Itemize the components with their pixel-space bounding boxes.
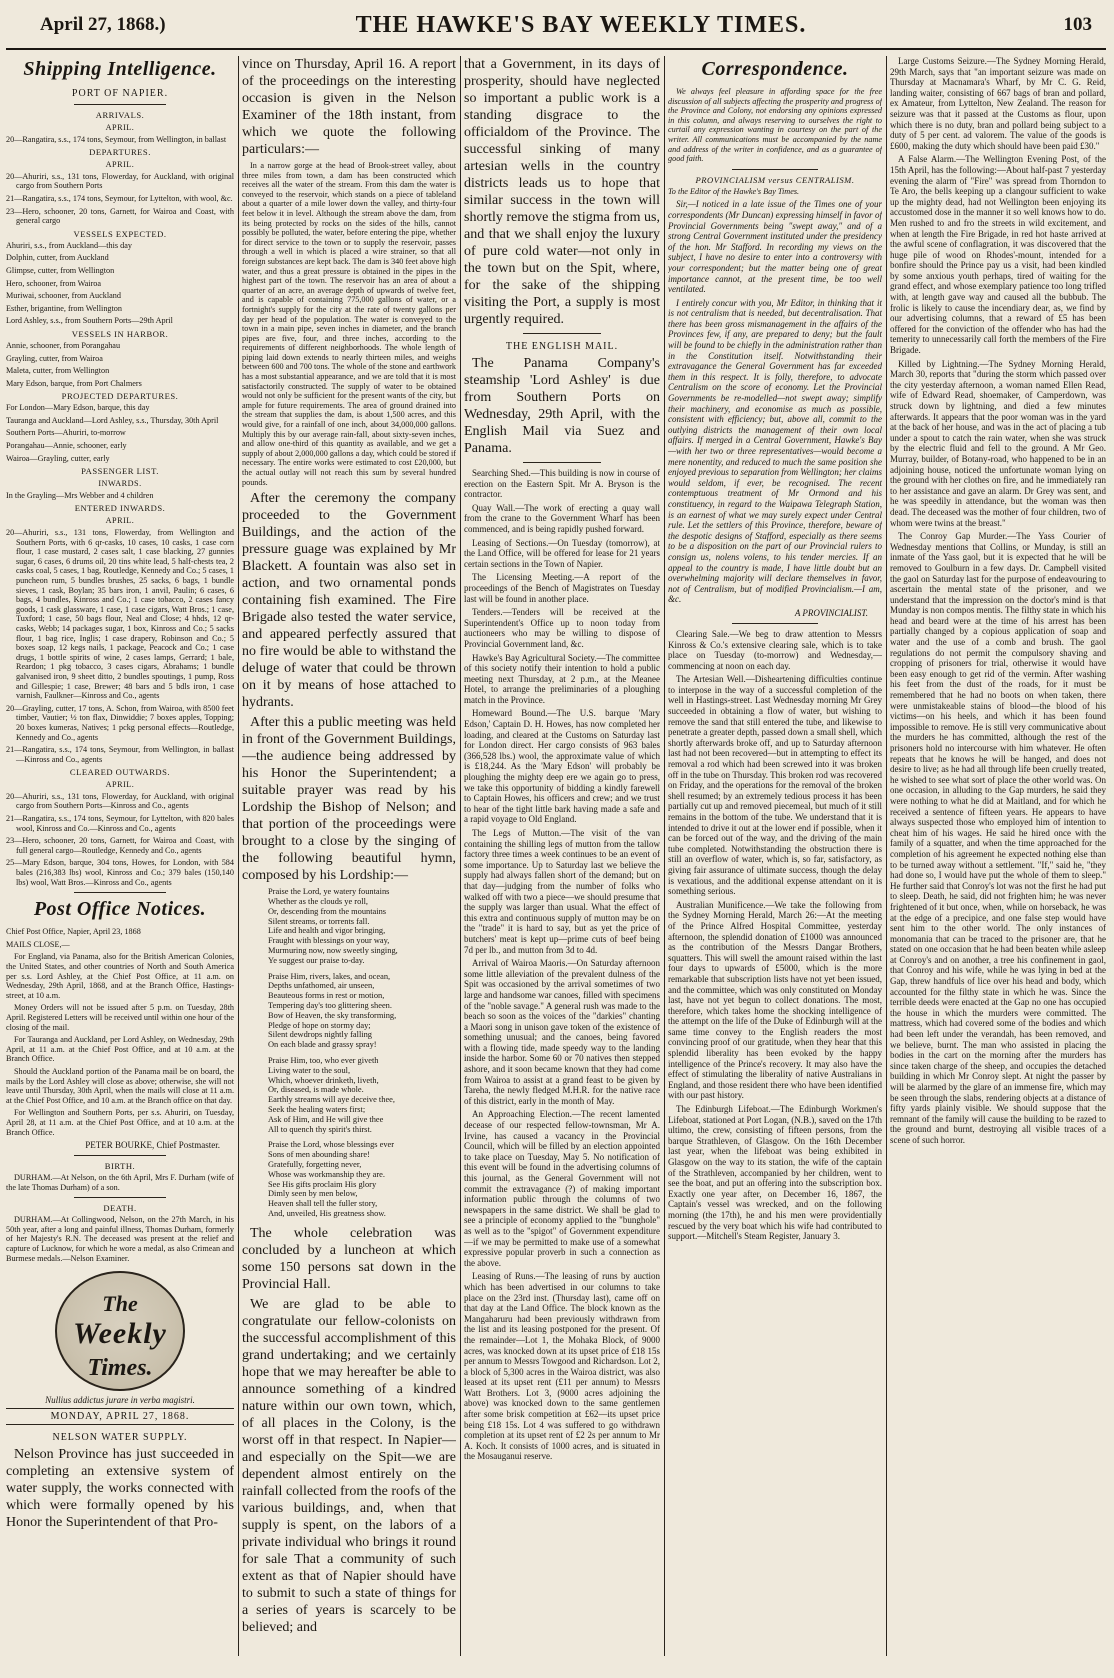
hymn-line: Praise the Lord, whose blessings ever: [268, 1140, 395, 1150]
letter-paragraph: Sir,—I noticed in a late issue of the Times one of your correspondents (Mr Duncan) expressing himself in favor of Provincial Governments being "swept away," and of a strong Central Government instituted under the presidency of the hon. Mr Stafford. In recording my views on the subject, I have no desire to enter into a controversy with your correspondent; but the matter being one of great importance cannot, at the present time, be too well ventilated.: [668, 199, 882, 295]
news-item: Killed by Lightning.—The Sydney Morning Herald, March 30, reports that "during the storm which passed over the city yesterday afternoon, a woman named Ellen Read, wife of Edward Read, shoemaker, of Camperdown, was struck down by lightning, and died a few minutes afterwards. It appears that the poor woman was in the yard at the back of her house, and was in the act of placing a tub under a spout to catch the rain water, when she was struck by the electric fluid and fell to the ground. A Mr Geo. Murray, builder, of Botany-road, who happened to be in an adjoining house, noticed the unfortunate woman lying on the ground with her clothes on fire, and he immediately ran to her assistance and gave an alarm. Dr Grey was sent, and he was speedily in attendance, but the woman was then dead. The deceased was the mother of four children, two of whom were twins at the breast.": [890, 358, 1106, 528]
mails-list: [6, 952, 234, 1137]
divider: [74, 892, 165, 893]
article-paragraph: that a Government, in its days of prosperity, should have neglected so important a public work is a standing disgrace to the officialdom of the Province. The successful sinking of many artesian wells in the country districts leads us to hope that similar success in the town will shortly remove the stigma from us, and that we shall enjoy the luxury of pure cold water—not only in the town but on the Spit, where, for the sake of the shipping visiting the Port, a supply is most urgently required.: [464, 57, 660, 327]
projected-entry: Porangahau—Annie, schooner, early: [6, 441, 127, 451]
news-item: Leasing of Sections.—On Tuesday (tomorrow), at the Land Office, will be offered for lease for 21 years certain sections in the Town of Napier.: [464, 537, 660, 569]
expected-entry: Hero, schooner, from Wairoa: [6, 278, 102, 288]
expected-entry: Ahuriri, s.s., from Auckland—this day: [6, 240, 132, 250]
projected-entry: For London—Mary Edson, barque, this day: [6, 403, 150, 413]
entered-heading: ENTERED INWARDS.: [74, 503, 166, 514]
expected-entry: Esther, brigantine, from Wellington: [6, 303, 122, 313]
seal-word: The: [102, 1291, 138, 1317]
news-item: The Artesian Well.—Disheartening difficulties continue to interpose in the way of a successful completion of the well in Hastings-street. Last Wednesday morning Mr Grey succeeded in obtaining a flow of water, but wishing to remove the sand that still entered the tube, and likewise to penetrate a greater depth, passed down a small shell, which shortly afterwards broke off, and up to Saturday afternoon last had not been recovered—but in attempting to effect its removal a rod which had been screwed into it was broken off in the tube on Thursday. This broken rod was recovered on Friday, and the operations for the removal of the broken shell resumed; by an extremely tedious process it has been partially cut up and removed piecemeal, but much of it still remains in the bottom of the tube. We understand that it is intended to drive it out at the lower end if possible, when it can be forced out of the way, and the driving of the main tube completed. Notwithstanding the obstruction there is still an overflow of water, which is, so far, satisfactory, as giving fair assurance of ultimate success, though the delay is vexatious, and the additional expense attendant on it is something serious.: [668, 674, 882, 897]
letter-body: [668, 199, 882, 605]
news-item: Homeward Bound.—The U.S. barque 'Mary Edson,' Captain D. H. Howes, has now completed her loading, and cleared at the Customs on Saturday last for London direct. Her cargo consists of 963 bales (366,528 lbs.) wool, the approximate value of which is £18,244. As the 'Mary Edson' will probably be ploughing the mighty deep ere we again go to press, we take this opportunity of bidding a kindly farewell to Captain Howes, his officers and crew; and we trust to hear of the tight little bark having made a safe and a rapid voyage to Old England.: [464, 708, 660, 825]
article-paragraph: In a narrow gorge at the head of Brook-street valley, about three miles from town, a dam has been constructed which receives all the water of the stream. From this dam the water is conveyed to the reservoir, which stands on a piece of tableland about a quarter of a mile lower down the valley, and thirty-four feet below it in level. Although the stream above the dam, from its being protected by rocks on the sides of the hills, cannot possibly be polluted, the water, before entering the pipe, whether for direct service to the town or to supply the reservoir, passes through a well in which is placed a wire strainer, so that all foreign substances are kept back. The dam is 340 feet above high water, and thus a great pressure is obtained in the pipes in the highest part of the town. The reservoir has an area of about a quarter of an acre, an average depth of upwards of twelve feet, and is capable of containing 775,000 gallons of water, or a fortnight's supply for the city at the rate of twenty gallons per day per head of the population. The water is conveyed to the town in a main pipe, seven inches in diameter, and the branch pipes are five, four, and three inches, according to the requirements of different neighborhoods. The whole length of piping laid down extends to nearly thirteen miles, and weighs between 600 and 700 tons. The whole of the stone and earthwork has a most substantial appearance, and we are told that it is most satisfactorily constructed. The supply of water to be obtained would not only be sufficient for the present wants of the city, but ample for future requirements. The area of ground drained into the stream that supplies the dam, is about 1,500 acres, and this would give, for a rainfall of one inch, about 34,000,000 gallons. Multiply this by our average rain-fall, about sixty-seven inches, and allow one-third of this quantity as available, and we get a supply of about 2,000,000 gallons a day, which could be stored if necessary. The entire works were estimated to cost £20,000, but the actual outlay will not reach this sum by several hundred pounds.: [242, 161, 456, 487]
mail-notice: Money Orders will not be issued after 5 p.m. on Tuesday, 28th April. Registered Letters will be received until within one hour of the closing of the mail.: [6, 1003, 234, 1032]
projected-entry: Southern Ports—Ahuriri, to-morrow: [6, 428, 126, 438]
news-item: The Licensing Meeting.—A report of the proceedings of the Bench of Magistrates on Tuesday last will be found in another place.: [464, 572, 660, 604]
column-5: [890, 56, 1106, 1666]
letter-title: PROVINCIALISM versus CENTRALISM.: [695, 174, 855, 185]
hymn-line: Heaven shall tell the fuller story,: [268, 1199, 378, 1209]
correspondence-heading: Correspondence.: [701, 58, 849, 80]
cleared-month: APRIL.: [105, 780, 135, 790]
news-item: An Approaching Election.—The recent lamented decease of our respected fellow-townsman, Mr A. Irvine, has caused a vacancy in the Provincial Council, which will be filled by an election appointed to take place on Tuesday, May 5. No notification of this event will be found in the advertising columns of this journal, as the General Government will not commit the extravagance (?) of making important information public through the columns of two newspapers in the same district. We shall be glad to see a principle of economy applied to the "bunghole" as well as to the "spigot" of Government expenditure—if we may be permitted to make use of a somewhat expressive popular proverb in such a connection as the above.: [464, 1109, 660, 1268]
hymn-line: Earthly streams will aye deceive thee,: [268, 1095, 395, 1105]
article-paragraph: The whole celebration was concluded by a luncheon at which some 150 persons sat down in the Provincial Hall.: [242, 1225, 456, 1292]
port-heading: PORT OF NAPIER.: [71, 88, 169, 99]
harbor-entry: Maleta, cutter, from Wellington: [6, 366, 110, 376]
hymn-line: Silent streams, or torrents fall.: [268, 916, 370, 926]
correspondence-notice: We always feel pleasure in affording space for the free discussion of all subjects affecting the prosperity and progress of the Province and Colony, not endorsing any opinions expressed in this column, and always reserving to ourselves the right to curtail any expression wanting in courtesy on the part of the writer. All communications must be accompanied by the name and address of the writer in confidence, and as a guarantee of good faith.: [668, 87, 882, 164]
hymn-line: Sons of men abounding share!: [268, 1150, 370, 1160]
divider: [74, 104, 165, 105]
english-mail-heading: THE ENGLISH MAIL.: [505, 341, 619, 352]
death-notice: DURHAM.—At Collingwood, Nelson, on the 27th March, in his 50th year, after a long and painful illness, Thomas Durham, formerly of her Majesty's R.N. The deceased was present at the relief and capture of Lucknow, for which he wore a medal, as also Crimean and Burmese medals.—Nelson Examiner.: [6, 1215, 234, 1263]
news-item: Australian Munificence.—We take the following from the Sydney Morning Herald, March 26:—At the meeting of the Prince Alfred Hospital Committee, yesterday afternoon, the splendid donation of £1000 was announced as the contribution of the Messrs Dangar Brothers, squatters. This will swell the amount raised within the last four days to upwards of £5000, which is the more remarkable that subscription lists have not yet been issued, and the committee, which was only constituted on Monday last, have not yet begun to collect donations. The most, therefore, which takes home the shocking intelligence of the attempt on the life of the Duke of Edinburgh will at the same time convey to the English readers the most convincing proof of our gratitude, when they hear that this splendid liberality has been evoked by the happy intelligence of the Prince's recovery. It may also have the effect of stimulating the liberality of native Australians in England, and those resident there who have been identified with our past history.: [668, 899, 882, 1101]
divider: [732, 623, 818, 624]
article-paragraph: We are glad to be able to congratulate our fellow-colonists on the successful accomplishment of this grand undertaking; and we certainly hope that we may hereafter be able to announce something of a kindred nature within our own town, which, of all places in the Colony, is the worst off in that respect. In Napier—and especially on the Spit—we are dependent almost entirely on the rainfall collected from the roofs of the various buildings, and, when that supply is spent, on the labors of a private individual who brings it round for sale That a community of such extent as that of Napier should have to submit to such a state of things for a series of years is scarcely to be believed; and: [242, 1296, 456, 1635]
hymn-line: Tempering day's too glittering sheen.: [268, 1000, 392, 1010]
entered-entry: 20—Grayling, cutter, 17 tons, A. Schon, from Wairoa, with 8500 feet timber, Vautier; ½ ton flax, Dinwiddie; 7 boxes apples, Topping; 20 boxes kumeras, Natives; 1 pckg personal effects—Routledge, Kennedy and Co., agents: [6, 703, 234, 742]
harbor-entry: Annie, schooner, from Porangahau: [6, 340, 121, 350]
hymn-line: Ask of Him, and He will give thee: [268, 1114, 384, 1124]
hymn-line: Whose was workmanship they are.: [268, 1169, 385, 1179]
hymn-line: Whether as the clouds ye roll,: [268, 896, 369, 906]
hymn-line: Which, whoever drinketh, liveth,: [268, 1075, 379, 1085]
cleared-entry: 20—Ahuriri, s.s., 131 tons, Flowerday, for Auckland, with original cargo from Southern Ports—Kinross and Co., agents: [6, 791, 234, 811]
projected-entry: Wairoa—Grayling, cutter, early: [6, 453, 110, 463]
news-item: Quay Wall.—The work of erecting a quay wall from the crane to the Government Wharf has been commenced, and is being rapidly pushed forward.: [464, 502, 660, 534]
arrivals-heading: ARRIVALS.: [95, 110, 145, 120]
hymn-line: Silent dewdrops nightly falling: [268, 1030, 372, 1040]
hymn-line: And, unveiled, His greatness show.: [268, 1208, 386, 1218]
news-item: A False Alarm.—The Wellington Evening Post, of the 15th April, has the following:—About half-past 7 yesterday evening the alarm of "Fire" was spread from Thorndon to Te Aro, the bells keeping up a clangour sufficient to wake up the mighty dead, had not Wellington been enjoying its accustomed dose in the manner it so well knows how to do. Men rushed to and fro the streets in wild excitement, and when at length the Fire Brigade, in red hot haste arrived at the awful scene of conflagration, it was discovered that the huge pile of wood on Rhodes'-mount, intended for a bonfire should the Prince pay us a visit, had been kindled by some anxious youth perhaps, tired of waiting for the grand effect, and whose exemplary patience too long trifled with, at length gave way and caused all the bubbub. The frolic is likely to cause the incendiary dear, as, we find by our advertising columns, that a reward of £5 has been offered for the conviction of the offender who has had the temerity to unnecessarily call forth the members of the Fire Brigade.: [890, 154, 1106, 356]
article-paragraph: After the ceremony the company proceeded to the Government Buildings, and the action of the pressure guage was explained by Mr Blackett. A fountain was also set in action, and two ornamental ponds containing fish examined. The Fire Brigade also tested the water service, and appeared perfectly assured that no fire would be able to withstand the deluge of water that could be thrown on it by means of hose attached to hydrants.: [242, 491, 456, 711]
news-item: Leasing of Runs.—The leasing of runs by auction which has been advertised in our columns to take place on the 23rd inst. (Thursday last), came off on that day at the Land Office. The block known as the Mangaharuru had been previously withdrawn from the list and its leasing postponed for the present. Of the remainder—Lot 1, the Mohaka Block, of 9000 acres, was knocked down at its upset price of £18 15s per annum to Messrs Towgood and Richardson. Lot 2, a block of 5,300 acres in the Wairoa district, was also leased at its upset rent (£11 per annum) to Messrs Watt Brothers. Lot 3, (9000 acres adjoining the above) was knocked down to the same gentlemen after some brisk competition at £62—its upset price being £18 15s. Lot 4 was suffered to go withdrawn completion at its upset rent of £2 2s per annum to Mr A. Koch. It consists of 1000 acres, and is situated in the Mosauganui reserve.: [464, 1271, 660, 1462]
projected-entry: Tauranga and Auckland—Lord Ashley, s.s., Thursday, 30th April: [6, 415, 219, 425]
mails-close-label: MAILS CLOSE,—: [6, 939, 70, 949]
water-supply-heading: NELSON WATER SUPPLY.: [52, 1432, 188, 1444]
passenger-entry: In the Grayling—Mrs Webber and 4 children: [6, 490, 154, 500]
cleared-list: [6, 792, 234, 887]
arrivals-month: APRIL.: [105, 123, 135, 132]
expected-list: [6, 241, 234, 326]
post-office-signature: PETER BOURKE, Chief Postmaster.: [85, 1140, 220, 1151]
arrival-entry: 20—Rangatira, s.s., 174 tons, Seymour, from Wellington, in ballast: [6, 134, 227, 144]
article-paragraph: After this a public meeting was held in front of the Government Buildings,—the audience being addressed by his Honor the Superintendent; a suitable prayer was read by his Lordship the Bishop of Nelson; and that portion of the proceedings were brought to a close by the singing of the following beautiful hymn, composed by his Lordship:—: [242, 715, 456, 884]
news-item: Hawke's Bay Agricultural Society.—The committee of this society notify their intention to hold a public meeting next Thursday, at 2 p.m., at the Meanee Hotel, to arrange the preliminaries of a ploughing match in the Province.: [464, 652, 660, 705]
mail-notice: For Tauranga and Auckland, per Lord Ashley, on Wednesday, 29th April, at 11 a.m. at the Chief Post Office, and at 10 a.m. at the Branch Office.: [6, 1035, 234, 1064]
harbor-heading: VESSELS IN HARBOR.: [71, 328, 169, 339]
edition-date: MONDAY, APRIL 27, 1868.: [6, 1408, 234, 1425]
hymn-line: On each blade and grassy spray!: [268, 1040, 377, 1050]
newspaper-page: [6, 6, 1106, 1672]
mail-notice: Should the Auckland portion of the Panama mail be on board, the mails by the Lord Ashley will close as above; otherwise, she will not leave until Thursday, 30th April, when the mails will close at 11 a.m. at the Chief Post Office, and 10 a.m. at the Branch office on that day.: [6, 1066, 234, 1105]
cleared-entry: 25—Mary Edson, barque, 304 tons, Howes, for London, with 584 bales (216,383 lbs) wool, Kinross and Co.; 379 bales (150,140 lbs) wool, Watt Bros.—Kinross and Co., agents: [6, 858, 234, 887]
mail-notice: For England, via Panama, also for the British American Colonies, the United States, and other countries of North and South America per s.s. Lord Ashley, at the Chief Post Office, at 11 a.m. on Wednesday, 29th April, 1868, and at the Branch Office, Hastings-street, at 10 a.m.: [6, 952, 234, 1000]
divider: [74, 1197, 165, 1198]
news-item: Large Customs Seizure.—The Sydney Morning Herald, 29th March, says that "an important seizure was made on Thursday at Macnamara's Wharf, by Mr C. G. Reid, landing waiter, consisting of 667 bags of bran and pollard, ex Amateur, from Lyttelton, New Zealand. The reason for seizure was that it passed at the Customs as flour, upon which there is no duty, bran and pollard being subject to a duty of 5 per cent. ad valorem. The value of the goods is £600, making the duty which should have been paid £30.": [890, 56, 1106, 151]
hymn-line: Praise Him, too, who ever giveth: [268, 1055, 379, 1065]
letter-paragraph: I entirely concur with you, Mr Editor, in thinking that it is not centralism that is needed, but decentralisation. That there has been gross mismanagement in the affairs of the Provinces few, if any, are prepared to deny; but the fault will be found to be chiefly in the administration rather than in the Constitution itself. Notwithstanding their extravagance the General Government has far exceeded them in this respect. It is folly, therefore, to advocate Centralism on the score of economy. Let the Provincial Governments be re-modelled—not swept away; simplify their machinery, and economise as much as possible, consistent with efficiency; but, above all, commit to the outlying districts the management of their own local affairs. If merged in a Central Government, Hawke's Bay—with her two or three representatives—would become a mere nonentity, and reduced to much the same position she enjoyed previous to separation from Wellington; her claims would seldom, if ever, be recognised. The recent contemptuous treatment of Mr Ormond and his constituency, in regard to the Waipawa Telegraph Station, is an earnest of what we may surely expect under Central rule. Let the settlers of this Province, therefore, beware of the despotic designs of Stafford, especially as there seems to be a disposition on the part of our Provincial rulers to consign us, nolens volens, to his tender mercies. If an appeal to the country is made, I have little doubt but an overwhelming majority will declare themselves in favor, not of Centralism, but of modified Provincialism.—I am, &c.: [668, 297, 882, 605]
hymn-line: Dimly seen by men below,: [268, 1189, 358, 1199]
departures-list: [6, 172, 234, 226]
hymn-line: Or, descending from the mountains: [268, 906, 387, 916]
entered-entry: 21—Rangatira, s.s., 174 tons, Seymour, from Wellington, in ballast—Kinross and Co., agents: [6, 745, 234, 764]
news-item: Arrival of Wairoa Maoris.—On Saturday afternoon some little alleviation of the prevalent dulness of the Spit was occasioned by the arrival sometimes of two large and handsome war canoes, filled with specimens of the "noble savage." A general rush was made to the beach so soon as the voices of the "darkies" chanting a Maori song in unison gave token of the existence of something unusual; and the canoes, being favored with a flowing tide, made speedy way to the landing inside the harbor. Some 60 or 70 natives then stepped ashore, and it soon became known that they had come from Wairoa to assist at a grand feast to be given by Tareha, the newly fledged M.H.R. for the native race of this district, early in the month of May.: [464, 958, 660, 1106]
hymn-line: Pledge of hope on stormy day;: [268, 1020, 371, 1030]
departures-heading: DEPARTURES.: [89, 147, 151, 158]
divider: [523, 333, 601, 334]
hymn-line: Life and health and vigor bringing,: [268, 926, 386, 936]
local-items: [890, 56, 1106, 1146]
water-supply-lead: Nelson Province has just succeeded in completing an extensive system of water supply, the works connected with which were formally opened by his Honor the Superintendent of that Pro-: [6, 1447, 234, 1531]
column-2: [242, 56, 456, 1666]
column-1: [6, 56, 234, 1666]
seal-word: Weekly: [73, 1317, 167, 1351]
birth-heading: BIRTH.: [104, 1161, 136, 1172]
hymn-line: Living water to the soul,: [268, 1065, 351, 1075]
death-heading: DEATH.: [103, 1203, 137, 1214]
expected-heading: VESSELS EXPECTED.: [73, 228, 167, 239]
hymn-line: All to quench thy spirit's thirst.: [268, 1124, 372, 1134]
harbor-entry: Grayling, cutter, from Wairoa: [6, 353, 103, 363]
local-items: [464, 468, 660, 1462]
hymn-line: Praise the Lord, ye watery fountains: [268, 887, 390, 897]
page-number: 103: [1063, 14, 1092, 35]
cleared-entry: 21—Rangatira, s.s., 174 tons, Seymour, for Lyttelton, with 820 bales wool, Kinross and Co.—Kinross and Co., agents: [6, 814, 234, 833]
hymn-line: Fraught with blessings on your way,: [268, 936, 390, 946]
shipping-heading: Shipping Intelligence.: [23, 58, 217, 80]
departure-entry: 23—Hero, schooner, 20 tons, Garnett, for Wairoa and Coast, with general cargo: [6, 206, 234, 226]
cleared-heading: CLEARED OUTWARDS.: [69, 767, 171, 778]
hymn-line: Depths unfathomed, air unseen,: [268, 981, 375, 991]
divider: [523, 462, 601, 463]
expected-entry: Glimpse, cutter, from Wellington: [6, 265, 115, 275]
news-item: Tenders.—Tenders will be received at the Superintendent's Office up to noon today from auctioneers who may be willing to dispose of Provincial Government land, &c.: [464, 607, 660, 649]
column-3: [464, 56, 660, 1666]
post-office-from: Chief Post Office, Napier, April 23, 1868: [6, 927, 141, 937]
hymn: [242, 887, 456, 1219]
motto: Nullius addictus jurare in verba magistri.: [45, 1395, 195, 1406]
departure-entry: 21—Rangatira, s.s., 174 tons, Seymour, for Lyttelton, with wool, &c.: [6, 193, 233, 203]
article-paragraph: vince on Thursday, April 16. A report of the proceedings on the interesting occasion is given in the Nelson Examiner of the 18th instant, from which we quote the following particulars:—: [242, 57, 456, 157]
divider: [732, 169, 818, 170]
harbor-entry: Mary Edson, barque, from Port Chalmers: [6, 378, 142, 388]
english-mail-notice: The Panama Company's steamship 'Lord Ashley' is due from Southern Ports on Wednesday, 29th April, with the English Mail via Suez and Panama.: [464, 356, 660, 456]
expected-entry: Lord Ashley, s.s., from Southern Ports—29th April: [6, 316, 173, 326]
newspaper-title: THE HAWKE'S BAY WEEKLY TIMES.: [355, 12, 807, 38]
divider: [74, 1155, 165, 1156]
masthead: [6, 6, 1106, 50]
hymn-line: See His gifts proclaim His glory: [268, 1179, 377, 1189]
hymn-line: Murmuring now, now sweetly singing,: [268, 945, 398, 955]
mail-notice: For Wellington and Southern Ports, per s.s. Ahuriri, on Tuesday, April 28, at 11 a.m. at the Chief Post Office, and at 10 a.m. at the Branch Office.: [6, 1108, 234, 1137]
projected-heading: PROJECTED DEPARTURES.: [61, 391, 179, 402]
local-items: [668, 629, 882, 1242]
birth-notice: DURHAM.—At Nelson, on the 6th April, Mrs F. Durham (wife of the late Thomas Durham) of a son.: [6, 1173, 234, 1192]
letter-signature: A PROVINCIALIST.: [794, 607, 868, 618]
departure-entry: 20—Ahuriri, s.s., 131 tons, Flowerday, for Auckland, with original cargo from Southern Ports: [6, 171, 234, 191]
hymn-line: Gratefully, forgetting never,: [268, 1159, 362, 1169]
hymn-line: Ye suggest our praise to-day.: [268, 955, 365, 965]
post-office-heading: Post Office Notices.: [33, 898, 207, 921]
passenger-heading: PASSENGER LIST.: [81, 466, 159, 477]
hymn-line: Praise Him, rivers, lakes, and ocean,: [268, 971, 391, 981]
letter-addressee: To the Editor of the Hawke's Bay Times.: [668, 186, 800, 196]
entered-month: APRIL.: [105, 516, 135, 526]
news-item: The Legs of Mutton.—The visit of the van containing the shilling legs of mutton from the tallow factory three times a week continues to be an event of some importance. Up to Saturday last we believe the supply had always fallen short of the demand; but on that day—judging from the number of folks who walked off with two a piece—we should presume that the supply was larger than usual. What the effect of this extra and continuous supply of mutton may be on the "trade" it is hard to say, but as yet the price of butchers' meat is kept up—prime cuts of beef being 7d per lb., and mutton from 3d to 4d.: [464, 828, 660, 955]
column-4: [668, 56, 882, 1666]
news-item: The Edinburgh Lifeboat.—The Edinburgh Workmen's Lifeboat, stationed at Port Logan, (N.B.), saved on the 17th ultimo, the crew, consisting of fifteen persons, from the barque Strathleven, of Glasgow. On the 16th December last year, when the lifeboat was being exhibited in Glasgow on the way to its station, the wife of the captain of the Strathleven, accompanied by her children, went to see the boat, and put an offering into the subscription box. Exactly one year after, on December 16, 1867, the Captain's vessel was wrecked, and on the following morning (the 17th), he and his men were providentially rescued by the very boat which his wife had contributed to support.—Mitchell's Steam Register, January 3.: [668, 1104, 882, 1242]
expected-entry: Muriwai, schooner, from Auckland: [6, 291, 121, 301]
issue-date: April 27, 1868.): [40, 14, 166, 35]
weekly-times-seal: [55, 1271, 185, 1391]
entered-entry: 20—Ahuriri, s.s., 131 tons, Flowerday, from Wellington and Southern Ports, with 6 qr-casks, 10 cases, 10 casks, 1 case corn flour, 1 case mustard, 2 cases salt, 1 case blacking, 27 gunnies sugar, 6 cases, 6 drums oil, 20 tins white lead, 5 half-chests tea, 2 casks coal, 5 cases, 1 bag, Routledge, Kennedy and Co.; 5 cases, 1 puncheon rum, 5 bundles brushes, 25 sacks, 6 bags, 1 bundle sieves, 1 cask, Boylan; 35 bars iron, 1 anvil, Paulin; 6 cases, 6 bags, 4 bundles, Kinross and Co.; 1 case tobacco, 2 cases fancy goods, 1 cask glassware, 1 case, 1 case cigars, Watt Bros.; 1 case, Tuxford; 1 case, 50 bags flour, Neal and Close; 4 hhds, 12 qr-casks, Webb; 14 packages sugar, 1 box, Kinross and Co.; 5 sacks flour, 1 bag rice, Inglis; 1 case drapery, Robinson and Co.; 5 boxes soap, 12 kegs nails, 1 package, Peacock and Co.; 1 case drugs, 1 bottle spirits of wine, 2 cases lamps, Gerrard; 1 bale, Reardon; 1 pkg tobacco, 3 cases cigars, Abrahams; 1 bundle galvanised iron, 9 sheet ditto, 2 bundles spoutings, 1 pump, Ross and Gillespie; 1 case, Brewer; 48 bars and 5 bdls iron, 1 case varnish, Faulkner—Kinross and Co., agents: [6, 528, 234, 701]
harbor-list: [6, 341, 234, 388]
seal-word: Times.: [87, 1355, 153, 1382]
columns: [6, 56, 1106, 1666]
news-item: Clearing Sale.—We beg to draw attention to Messrs Kinross & Co.'s extensive clearing sale, which is to take place on Tuesday (to-morrow) and Wednesday,—commencing at noon on each day.: [668, 628, 882, 671]
departures-month: APRIL.: [105, 160, 135, 170]
expected-entry: Dolphin, cutter, from Auckland: [6, 253, 109, 263]
entered-list: [6, 528, 234, 764]
hymn-line: Seek the healing waters first;: [268, 1104, 366, 1114]
passenger-subheading: INWARDS.: [98, 479, 142, 489]
cleared-entry: 23—Hero, schooner, 20 tons, Garnett, for Wairoa and Coast, with full general cargo—Routledge, Kennedy and Co., agents: [6, 836, 234, 855]
hymn-line: Beauteous forms in rest or motion,: [268, 991, 385, 1001]
news-item: Searching Shed.—This building is now in course of erection on the Eastern Spit. Mr A. Bryson is the contractor.: [464, 468, 660, 500]
hymn-line: Or, diseased, is made whole.: [268, 1085, 364, 1095]
hymn-line: Bow of Heaven, the sky transforming,: [268, 1010, 397, 1020]
news-item: The Conroy Gap Murder.—The Yass Courier of Wednesday mentions that Collins, or Munday, is still an inmate of the Yass gaol, but it is expected that he will be removed to Goulburn in a few days. Dr. Campbell visited the gaol on Saturday last for the purpose of endeavouring to ascertain the mental state of the prisoner, and we understand that the impression on the doctor's mind is that Munday is non compos mentis. The filthy state in which his head and beard were at the time of his arrest has been partially changed by a copious application of soap and water and the use of a comb and brush. The gaol regulations do not permit the compulsory shaving and cropping of prisoners for trial, otherwise it would have been easy enough to get rid of the vermin. After washing his feet from the dust of the roads, for it must be remembered that he had no boots on when taken, there were unmistakeable stains of blood—the blood of his victims—on his heels, and which it has been found impossible to remove. He is still very communicative about the murders he has committed, although the rest of the prisoners hold no intercourse with him whatever. He often repeats that he knows he will be hanged, and does not desire to live; as he had all through life been cruelly treated, he wished to see what sort of place the other world was. On one occasion, in alluding to the Gap murders, he said they were nothing to what he did at Maitland, and for which he received a sentence of fifteen years. He appears to have always suspected those who employed him of intention to cheat him of his wages. He said he hired once with the family of a squatter, and when the time approached for the completion of his agreement he expected nothing else than to be turned away without a settlement. "If," said he, "they had done so, I would have put the whole of them to sleep." He further said that Conroy's lot was not the first he had put to sleep. Death, he said, did not frighten him; he was never frightened of it but once, when, while on horseback, he was at the edge of a precipice, and one false step would have sent him to the other world. The only instances of monomania that can be traced to the prisoner are, that he stated on one occasion that he had been beaten while asleep at Conroy's and on another, a tree his confinement in gaol, that Conroy and his wife, while he was lying in bed at the Gap, threw handfuls of lice over his head and body, which accounted for the filthy state in which he was. Since the terrible deeds were enacted at the Gap no one has occupied the house in which the murders were committed. The mattress, which had covered some of the bodies and which had been left under the verandah, has been removed, and we believe, burnt. The man who assisted in placing the bodies in the cart on the morning after the murders has since taken charge of the sheep, and occupies the detached building in which Mr Conroy slept. At night the passer by will be alarmed by the glare of an immense fire, which may be seen through the slabs, rendering objects at a distance of fifty yards plainly visible. We should suppose that the remnant of the family will cause the building to be razed to the ground and burnt, destroying all visible traces of a scene of such horror.: [890, 531, 1106, 1145]
projected-list: [6, 403, 234, 463]
